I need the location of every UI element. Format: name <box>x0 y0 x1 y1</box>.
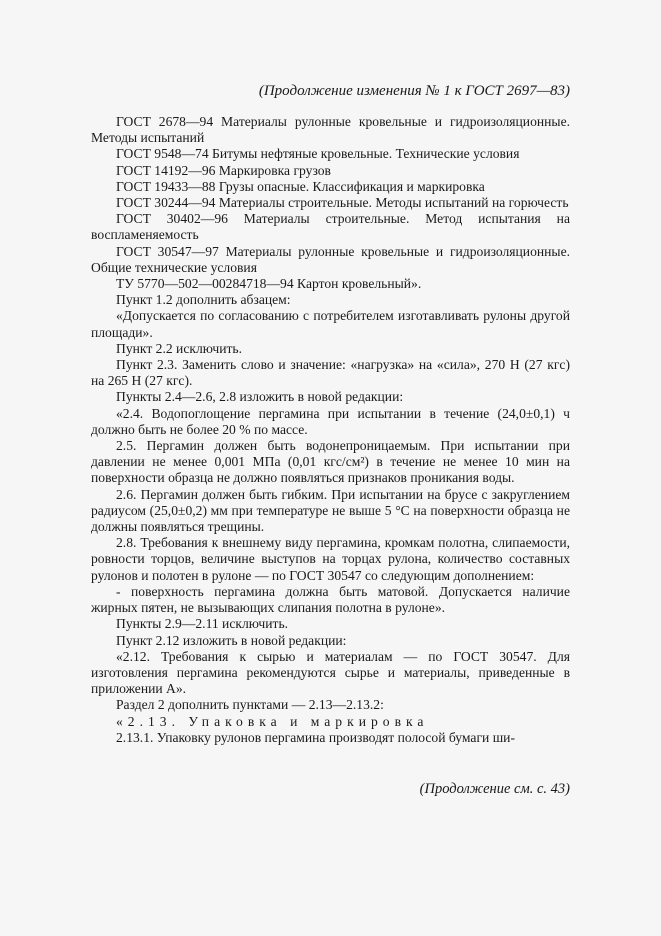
paragraph: Пункты 2.9—2.11 исключить. <box>116 616 289 632</box>
paragraph: ГОСТ 30402—96 Материалы строительные. Метод испытания на воспламеняемость <box>91 211 570 243</box>
paragraph: 2.8. Требования к внешнему виду пергамина, кромкам полотна, слипаемости, ровности торцов, величине выступов на торцах рулона, количество составных рулонов и полотен в рулоне — по ГОСТ 30547 со следующим дополнением: <box>91 535 570 583</box>
paragraph: - поверхность пергамина должна быть матовой. Допускается наличие жирных пятен, не вызывающих слипания полотна в рулоне». <box>91 583 570 616</box>
paragraph: «2.12. Требования к сырью и материалам — по ГОСТ 30547. Для изготовления пергамина рекомендуются сырье и материалы, приведенные в приложении А». <box>91 648 570 697</box>
paragraph: Раздел 2 дополнить пунктами — 2.13—2.13.2: <box>116 697 384 713</box>
paragraph: ГОСТ 19433—88 Грузы опасные. Классификация и маркировка <box>116 178 485 194</box>
paragraph: «Допускается по согласованию с потребителем изготавливать рулоны другой площади». <box>91 308 570 340</box>
document-body <box>91 114 570 746</box>
continuation-footer: (Продолжение см. с. 43) <box>419 781 570 797</box>
paragraph: 2.6. Пергамин должен быть гибким. При испытании на брусе с закруглением радиусом (25,0±0,2) мм при температуре не выше 5 °С на поверхности образца не должны появляться трещины. <box>91 486 570 535</box>
paragraph: ГОСТ 14192—96 Маркировка грузов <box>116 162 331 178</box>
paragraph: «2.4. Водопоглощение пергамина при испытании в течение (24,0±0,1) ч должно быть не более 20 % по массе. <box>91 405 570 437</box>
paragraph: ГОСТ 9548—74 Битумы нефтяные кровельные. Технические условия <box>116 146 520 162</box>
paragraph: ГОСТ 30244—94 Материалы строительные. Методы испытаний на горючесть <box>116 195 569 211</box>
paragraph: Пункт 2.2 исключить. <box>116 340 243 356</box>
paragraph: Пункты 2.4—2.6, 2.8 изложить в новой редакции: <box>116 389 404 405</box>
paragraph: 2.5. Пергамин должен быть водонепроницаемым. При испытании при давлении не менее 0,001 МПа (0,01 кгс/см²) в течение не менее 10 мин на поверхности образца не должно появляться признаков проникания воды. <box>91 438 570 486</box>
paragraph: Пункт 2.3. Заменить слово и значение: «нагрузка» на «сила», 270 Н (27 кгс) на 265 Н (27 кгс). <box>91 357 570 389</box>
paragraph: ГОСТ 2678—94 Материалы рулонные кровельные и гидроизоляционные. Методы испытаний <box>91 114 570 146</box>
paragraph: 2.13.1. Упаковку рулонов пергамина производят полосой бумаги ши- <box>116 729 515 745</box>
paragraph: ТУ 5770—502—00284718—94 Картон кровельный». <box>116 276 422 292</box>
paragraph: ГОСТ 30547—97 Материалы рулонные кровельные и гидроизоляционные. Общие технические условия <box>91 243 570 275</box>
continuation-header: (Продолжение изменения № 1 к ГОСТ 2697—83) <box>258 83 570 99</box>
paragraph: Пункт 2.12 изложить в новой редакции: <box>116 632 347 648</box>
paragraph: Пункт 1.2 дополнить абзацем: <box>116 292 291 308</box>
section-heading: «2.13. Упаковка и маркировка <box>116 713 429 729</box>
